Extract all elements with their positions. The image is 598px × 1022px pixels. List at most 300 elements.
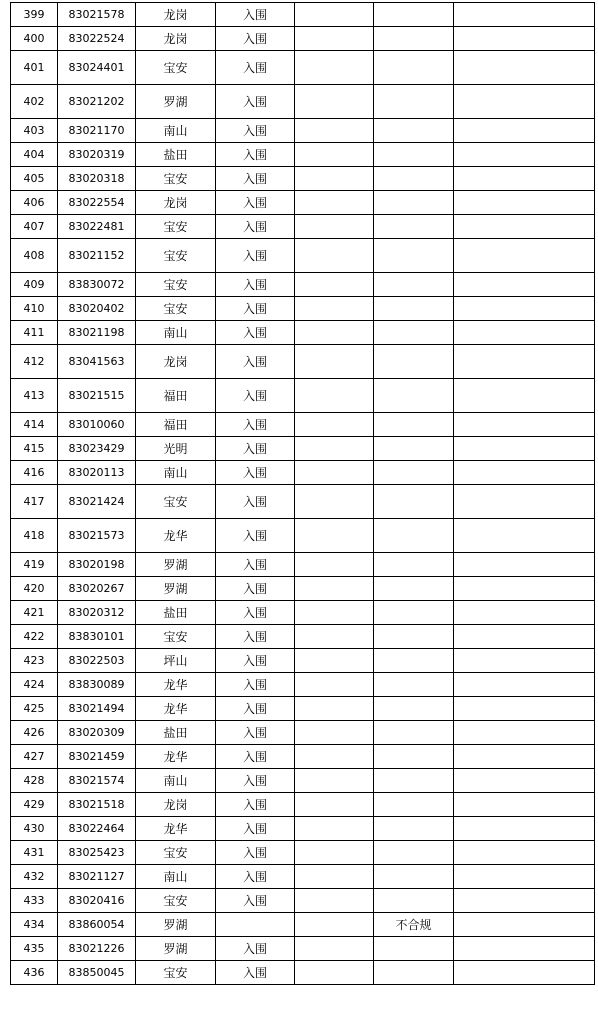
cell-col5 (295, 865, 374, 889)
cell-note (374, 297, 454, 321)
table-row (11, 769, 595, 793)
cell-col7 (454, 769, 595, 793)
cell-col7 (454, 577, 595, 601)
cell-code: 83020312 (58, 601, 136, 625)
cell-status: 入围 (216, 793, 295, 817)
cell-note (374, 601, 454, 625)
cell-code: 83860054 (58, 913, 136, 937)
cell-col5 (295, 793, 374, 817)
cell-number: 435 (11, 937, 58, 961)
cell-col5 (295, 817, 374, 841)
cell-code: 83020198 (58, 553, 136, 577)
cell-col5 (295, 297, 374, 321)
cell-code: 83023429 (58, 437, 136, 461)
table-row (11, 51, 595, 85)
table-row (11, 601, 595, 625)
cell-status: 入围 (216, 167, 295, 191)
table-row (11, 27, 595, 51)
cell-note (374, 721, 454, 745)
cell-col5 (295, 553, 374, 577)
cell-col7 (454, 697, 595, 721)
cell-district: 宝安 (136, 167, 216, 191)
cell-code: 83022481 (58, 215, 136, 239)
table-row (11, 85, 595, 119)
cell-status: 入围 (216, 413, 295, 437)
cell-status: 入围 (216, 601, 295, 625)
cell-note (374, 519, 454, 553)
cell-col5 (295, 461, 374, 485)
cell-number: 436 (11, 961, 58, 985)
table-row (11, 721, 595, 745)
cell-col5 (295, 119, 374, 143)
cell-district: 龙华 (136, 673, 216, 697)
table-row (11, 649, 595, 673)
cell-number: 411 (11, 321, 58, 345)
cell-district: 盐田 (136, 143, 216, 167)
cell-note (374, 27, 454, 51)
cell-status: 入围 (216, 297, 295, 321)
cell-number: 413 (11, 379, 58, 413)
cell-col5 (295, 745, 374, 769)
cell-col7 (454, 913, 595, 937)
cell-col5 (295, 321, 374, 345)
table-row (11, 937, 595, 961)
cell-col5 (295, 51, 374, 85)
cell-district: 罗湖 (136, 913, 216, 937)
cell-col7 (454, 553, 595, 577)
cell-col5 (295, 625, 374, 649)
cell-col7 (454, 817, 595, 841)
cell-col7 (454, 649, 595, 673)
cell-district: 宝安 (136, 51, 216, 85)
cell-number: 399 (11, 3, 58, 27)
cell-col7 (454, 937, 595, 961)
cell-number: 409 (11, 273, 58, 297)
cell-number: 430 (11, 817, 58, 841)
cell-note (374, 769, 454, 793)
table-row (11, 817, 595, 841)
cell-status: 入围 (216, 553, 295, 577)
cell-code: 83025423 (58, 841, 136, 865)
cell-district: 坪山 (136, 649, 216, 673)
cell-number: 410 (11, 297, 58, 321)
cell-note (374, 143, 454, 167)
cell-col7 (454, 119, 595, 143)
cell-col5 (295, 167, 374, 191)
cell-col7 (454, 379, 595, 413)
cell-status: 入围 (216, 437, 295, 461)
cell-number: 426 (11, 721, 58, 745)
cell-number: 418 (11, 519, 58, 553)
cell-number: 433 (11, 889, 58, 913)
cell-note (374, 673, 454, 697)
table-row (11, 3, 595, 27)
cell-district: 南山 (136, 119, 216, 143)
table-row (11, 793, 595, 817)
cell-number: 425 (11, 697, 58, 721)
cell-code: 83021152 (58, 239, 136, 273)
cell-code: 83024401 (58, 51, 136, 85)
cell-status: 入围 (216, 215, 295, 239)
cell-note (374, 793, 454, 817)
cell-note (374, 119, 454, 143)
cell-number: 402 (11, 85, 58, 119)
cell-number: 421 (11, 601, 58, 625)
cell-col5 (295, 673, 374, 697)
cell-col7 (454, 143, 595, 167)
cell-note (374, 345, 454, 379)
cell-note (374, 841, 454, 865)
cell-number: 429 (11, 793, 58, 817)
cell-status: 入围 (216, 961, 295, 985)
cell-note (374, 437, 454, 461)
cell-status: 入围 (216, 745, 295, 769)
cell-district: 宝安 (136, 239, 216, 273)
cell-col7 (454, 239, 595, 273)
cell-status: 入围 (216, 721, 295, 745)
cell-status: 入围 (216, 27, 295, 51)
cell-district: 罗湖 (136, 85, 216, 119)
cell-note (374, 167, 454, 191)
cell-col5 (295, 913, 374, 937)
cell-number: 408 (11, 239, 58, 273)
table-row (11, 697, 595, 721)
cell-status: 入围 (216, 697, 295, 721)
cell-status: 入围 (216, 461, 295, 485)
cell-col7 (454, 889, 595, 913)
cell-code: 83021424 (58, 485, 136, 519)
cell-district: 龙华 (136, 745, 216, 769)
cell-status: 入围 (216, 841, 295, 865)
table-row (11, 865, 595, 889)
cell-district: 宝安 (136, 273, 216, 297)
cell-col5 (295, 697, 374, 721)
cell-code: 83022464 (58, 817, 136, 841)
cell-col5 (295, 841, 374, 865)
cell-col7 (454, 625, 595, 649)
cell-status: 入围 (216, 379, 295, 413)
table-row (11, 577, 595, 601)
cell-code: 83020267 (58, 577, 136, 601)
cell-status: 入围 (216, 485, 295, 519)
cell-status: 入围 (216, 119, 295, 143)
cell-status: 入围 (216, 519, 295, 553)
cell-district: 罗湖 (136, 553, 216, 577)
cell-note (374, 865, 454, 889)
cell-number: 417 (11, 485, 58, 519)
cell-col7 (454, 191, 595, 215)
cell-district: 福田 (136, 413, 216, 437)
cell-note (374, 745, 454, 769)
cell-status: 入围 (216, 321, 295, 345)
cell-number: 424 (11, 673, 58, 697)
cell-col5 (295, 769, 374, 793)
cell-status: 入围 (216, 937, 295, 961)
cell-number: 412 (11, 345, 58, 379)
cell-note (374, 3, 454, 27)
cell-col7 (454, 601, 595, 625)
cell-col5 (295, 191, 374, 215)
cell-col7 (454, 273, 595, 297)
cell-note (374, 273, 454, 297)
table-row (11, 841, 595, 865)
cell-col5 (295, 961, 374, 985)
cell-col7 (454, 961, 595, 985)
cell-note (374, 191, 454, 215)
cell-col7 (454, 793, 595, 817)
cell-district: 宝安 (136, 961, 216, 985)
cell-col7 (454, 673, 595, 697)
cell-code: 83021518 (58, 793, 136, 817)
cell-code: 83021226 (58, 937, 136, 961)
cell-district: 南山 (136, 321, 216, 345)
cell-code: 83021573 (58, 519, 136, 553)
table-row (11, 745, 595, 769)
cell-col5 (295, 215, 374, 239)
cell-status: 入围 (216, 143, 295, 167)
cell-col7 (454, 437, 595, 461)
cell-col5 (295, 889, 374, 913)
table-row (11, 321, 595, 345)
table-row (11, 379, 595, 413)
cell-col5 (295, 577, 374, 601)
cell-col7 (454, 413, 595, 437)
table-row (11, 673, 595, 697)
cell-note (374, 697, 454, 721)
cell-note (374, 379, 454, 413)
table-row (11, 119, 595, 143)
cell-note (374, 889, 454, 913)
cell-col7 (454, 345, 595, 379)
cell-col5 (295, 437, 374, 461)
cell-district: 宝安 (136, 485, 216, 519)
cell-col7 (454, 297, 595, 321)
cell-col7 (454, 745, 595, 769)
cell-col5 (295, 649, 374, 673)
cell-district: 南山 (136, 769, 216, 793)
cell-note (374, 625, 454, 649)
cell-number: 419 (11, 553, 58, 577)
cell-col7 (454, 85, 595, 119)
cell-status: 入围 (216, 345, 295, 379)
table-row (11, 413, 595, 437)
table-row (11, 273, 595, 297)
cell-status: 入围 (216, 889, 295, 913)
table-row (11, 625, 595, 649)
cell-number: 414 (11, 413, 58, 437)
cell-number: 427 (11, 745, 58, 769)
cell-code: 83021574 (58, 769, 136, 793)
cell-col7 (454, 461, 595, 485)
table-row (11, 889, 595, 913)
cell-code: 83021127 (58, 865, 136, 889)
cell-district: 龙华 (136, 519, 216, 553)
cell-district: 宝安 (136, 625, 216, 649)
cell-code: 83021198 (58, 321, 136, 345)
cell-code: 83021459 (58, 745, 136, 769)
cell-code: 83020416 (58, 889, 136, 913)
cell-district: 南山 (136, 461, 216, 485)
cell-status: 入围 (216, 239, 295, 273)
cell-number: 406 (11, 191, 58, 215)
cell-status: 入围 (216, 51, 295, 85)
cell-code: 83021202 (58, 85, 136, 119)
table-row (11, 461, 595, 485)
cell-status: 入围 (216, 649, 295, 673)
cell-code: 83850045 (58, 961, 136, 985)
cell-col5 (295, 27, 374, 51)
table-row (11, 485, 595, 519)
cell-code: 83830072 (58, 273, 136, 297)
cell-number: 422 (11, 625, 58, 649)
cell-status: 入围 (216, 769, 295, 793)
cell-code: 83020113 (58, 461, 136, 485)
cell-col5 (295, 345, 374, 379)
table-row (11, 191, 595, 215)
table-row (11, 913, 595, 937)
cell-district: 宝安 (136, 889, 216, 913)
table-body (11, 3, 595, 985)
cell-district: 龙岗 (136, 3, 216, 27)
cell-note (374, 51, 454, 85)
cell-code: 83021578 (58, 3, 136, 27)
cell-col7 (454, 865, 595, 889)
cell-code: 83021494 (58, 697, 136, 721)
cell-code: 83020309 (58, 721, 136, 745)
cell-number: 431 (11, 841, 58, 865)
cell-number: 415 (11, 437, 58, 461)
cell-col5 (295, 273, 374, 297)
cell-col5 (295, 379, 374, 413)
cell-code: 83830101 (58, 625, 136, 649)
cell-district: 盐田 (136, 721, 216, 745)
table-row (11, 961, 595, 985)
cell-note (374, 649, 454, 673)
cell-number: 423 (11, 649, 58, 673)
cell-code: 83020402 (58, 297, 136, 321)
table-row (11, 215, 595, 239)
cell-number: 420 (11, 577, 58, 601)
cell-col7 (454, 321, 595, 345)
cell-number: 407 (11, 215, 58, 239)
cell-district: 罗湖 (136, 937, 216, 961)
cell-district: 光明 (136, 437, 216, 461)
cell-district: 龙岗 (136, 191, 216, 215)
cell-district: 龙岗 (136, 793, 216, 817)
cell-col5 (295, 143, 374, 167)
cell-code: 83020319 (58, 143, 136, 167)
cell-status: 入围 (216, 673, 295, 697)
cell-note (374, 85, 454, 119)
cell-number: 403 (11, 119, 58, 143)
cell-code: 83021515 (58, 379, 136, 413)
cell-number: 400 (11, 27, 58, 51)
cell-col7 (454, 27, 595, 51)
cell-district: 龙华 (136, 817, 216, 841)
cell-district: 龙华 (136, 697, 216, 721)
cell-code: 83022524 (58, 27, 136, 51)
cell-status (216, 913, 295, 937)
cell-note (374, 239, 454, 273)
cell-status: 入围 (216, 625, 295, 649)
cell-code: 83041563 (58, 345, 136, 379)
cell-number: 428 (11, 769, 58, 793)
cell-code: 83022554 (58, 191, 136, 215)
cell-status: 入围 (216, 273, 295, 297)
cell-district: 龙岗 (136, 345, 216, 379)
cell-number: 401 (11, 51, 58, 85)
cell-number: 405 (11, 167, 58, 191)
cell-number: 416 (11, 461, 58, 485)
cell-district: 宝安 (136, 297, 216, 321)
cell-col7 (454, 3, 595, 27)
cell-district: 龙岗 (136, 27, 216, 51)
cell-col7 (454, 215, 595, 239)
cell-code: 83021170 (58, 119, 136, 143)
cell-district: 罗湖 (136, 577, 216, 601)
cell-col5 (295, 3, 374, 27)
cell-col5 (295, 601, 374, 625)
table-row (11, 167, 595, 191)
table-row (11, 239, 595, 273)
cell-col7 (454, 51, 595, 85)
cell-col5 (295, 239, 374, 273)
cell-code: 83022503 (58, 649, 136, 673)
cell-col7 (454, 167, 595, 191)
cell-note (374, 961, 454, 985)
cell-number: 434 (11, 913, 58, 937)
cell-district: 宝安 (136, 841, 216, 865)
table-row (11, 519, 595, 553)
cell-col5 (295, 413, 374, 437)
cell-note (374, 577, 454, 601)
table-row (11, 143, 595, 167)
cell-col7 (454, 519, 595, 553)
results-table (10, 2, 595, 985)
cell-col5 (295, 519, 374, 553)
cell-district: 盐田 (136, 601, 216, 625)
table-row (11, 297, 595, 321)
cell-code: 83010060 (58, 413, 136, 437)
cell-note: 不合规 (374, 913, 454, 937)
cell-status: 入围 (216, 85, 295, 119)
cell-col5 (295, 485, 374, 519)
table-row (11, 437, 595, 461)
cell-col5 (295, 85, 374, 119)
cell-note (374, 553, 454, 577)
table-row (11, 553, 595, 577)
cell-note (374, 817, 454, 841)
cell-district: 福田 (136, 379, 216, 413)
cell-col5 (295, 721, 374, 745)
cell-note (374, 413, 454, 437)
cell-status: 入围 (216, 577, 295, 601)
cell-note (374, 937, 454, 961)
cell-col7 (454, 721, 595, 745)
cell-note (374, 461, 454, 485)
cell-status: 入围 (216, 191, 295, 215)
cell-note (374, 485, 454, 519)
cell-note (374, 215, 454, 239)
table-row (11, 345, 595, 379)
cell-col5 (295, 937, 374, 961)
cell-district: 宝安 (136, 215, 216, 239)
cell-district: 南山 (136, 865, 216, 889)
cell-status: 入围 (216, 817, 295, 841)
cell-code: 83020318 (58, 167, 136, 191)
cell-number: 404 (11, 143, 58, 167)
cell-note (374, 321, 454, 345)
